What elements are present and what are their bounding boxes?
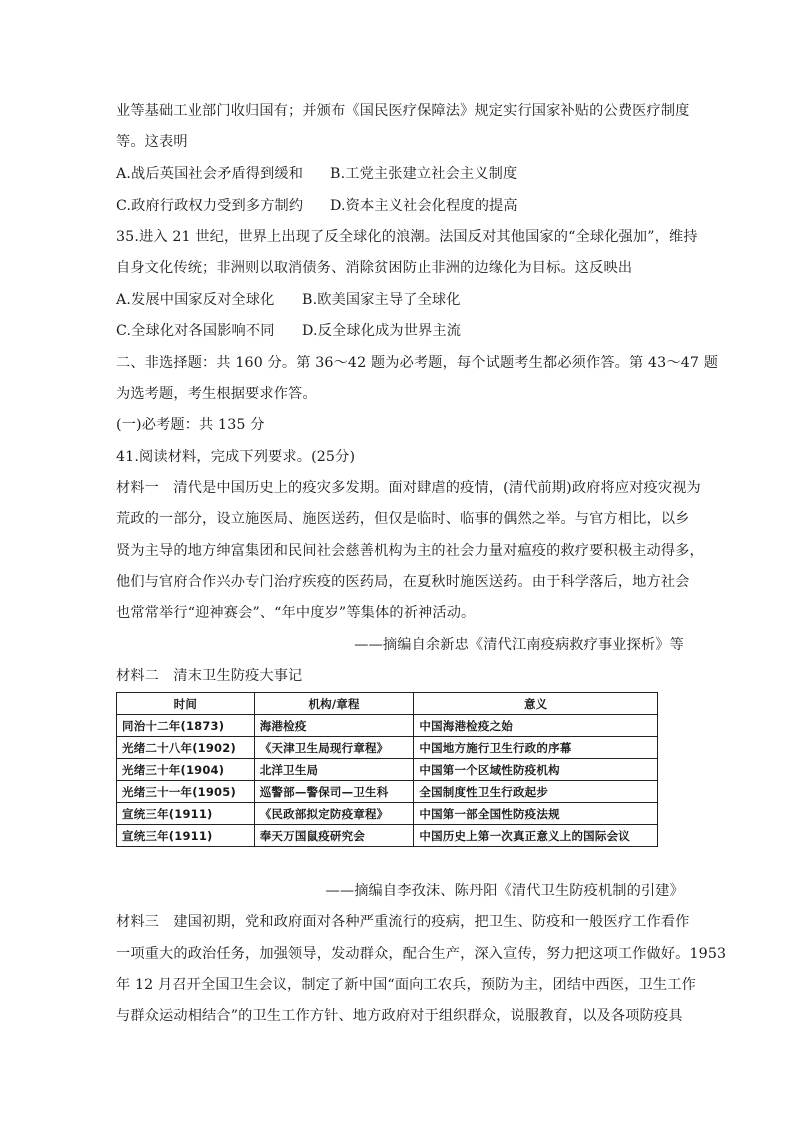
table-cell-institution: 奉天万国鼠疫研究会 [254, 825, 414, 847]
material-1-line-3: 贤为主导的地方绅富集团和民间社会慈善机构为主的社会力量对瘟疫的救疗要积极主动得多， [116, 543, 704, 559]
table-cell-time: 光绪二十八年(1902) [117, 737, 255, 759]
q34-option-d: D.资本主义社会化程度的提高 [330, 198, 518, 214]
material-1-line-2: 荒政的一部分，设立施医局、施医送药，但仅是临时、临事的偶然之举。与官方相比，以乡 [116, 511, 690, 527]
q35-option-a: A.发展中国家反对全球化 [116, 292, 275, 308]
table-cell-significance: 中国历史上第一次真正意义上的国际会议 [414, 825, 658, 847]
material-1-line-4: 他们与官府合作兴办专门治疗疾疫的医药局，在夏秋时施医送药。由于科学落后，地方社会 [116, 574, 690, 590]
section-2-heading-line-1: 二、非选择题：共 160 分。第 36～42 题为必考题，每个试题考生都必须作答。第 43～47 题 [116, 355, 719, 371]
section-2-heading-line-2: 为选考题，考生根据要求作答。 [116, 386, 317, 402]
q34-stem-line-1: 业等基础工业部门收归国有；并颁布《国民医疗保障法》规定实行国家补贴的公费医疗制度 [116, 103, 690, 119]
q35-option-d: D.反全球化成为世界主流 [302, 323, 462, 339]
table-cell-institution: 海港检疫 [254, 715, 414, 737]
table-cell-significance: 中国第一部全国性防疫法规 [414, 803, 658, 825]
q35-option-c: C.全球化对各国影响不同 [116, 323, 275, 339]
q35-stem-line-2: 自身文化传统；非洲则以取消债务、消除贫困防止非洲的边缘化为目标。这反映出 [116, 260, 633, 276]
q34-option-b: B.工党主张建立社会主义制度 [330, 166, 518, 182]
table-header-significance: 意义 [414, 693, 658, 715]
material-2-title: 材料二 清末卫生防疫大事记 [116, 668, 303, 684]
material-3-line-2: 一项重大的政治任务，加强领导，发动群众，配合生产，深入宣传，努力把这项工作做好。1953 [116, 946, 727, 962]
table-cell-institution: 《天津卫生局现行章程》 [254, 737, 414, 759]
q34-option-a: A.战后英国社会矛盾得到缓和 [116, 166, 304, 182]
table-cell-institution: 巡警部—警保司—卫生科 [254, 781, 414, 803]
table-cell-significance: 全国制度性卫生行政起步 [414, 781, 658, 803]
table-cell-institution: 《民政部拟定防疫章程》 [254, 803, 414, 825]
table-cell-time: 同治十二年(1873) [117, 715, 255, 737]
epidemic-events-table [116, 692, 658, 847]
table-cell-institution: 北洋卫生局 [254, 759, 414, 781]
material-3-line-1: 材料三 建国初期，党和政府面对各种严重流行的疫病，把卫生、防疫和一般医疗工作看作 [116, 914, 690, 930]
material-2-source: ——摘编自李孜沫、陈丹阳《清代卫生防疫机制的引建》 [325, 883, 684, 899]
table-cell-significance: 中国地方施行卫生行政的序幕 [414, 737, 658, 759]
q35-option-b: B.欧美国家主导了全球化 [302, 292, 461, 308]
material-3-line-4: 与群众运动相结合”的卫生工作方针、地方政府对于组织群众，说服教育，以及各项防疫具 [116, 1008, 683, 1024]
table-row [117, 803, 658, 825]
table-cell-time: 光绪三十年(1904) [117, 759, 255, 781]
table-row [117, 825, 658, 847]
q34-options-row-1 [116, 164, 686, 184]
table-header-row [117, 693, 658, 715]
material-1-line-5: 也常常举行“迎神赛会”、“年中度岁”等集体的祈神活动。 [116, 605, 476, 621]
table-cell-time: 宣统三年(1911) [117, 825, 255, 847]
q41-stem: 41.阅读材料，完成下列要求。(25分) [116, 449, 356, 465]
table-row [117, 759, 658, 781]
material-3-line-3: 年 12 月召开全国卫生会议，制定了新中国“面向工农兵，预防为主，团结中西医，卫生工作 [116, 977, 696, 993]
table-cell-significance: 中国海港检疫之始 [414, 715, 658, 737]
q34-stem-line-2: 等。这表明 [116, 134, 188, 150]
table-row [117, 781, 658, 803]
q34-option-c: C.政府行政权力受到多方制约 [116, 198, 304, 214]
table-header-time: 时间 [117, 693, 255, 715]
q35-options-row-1 [116, 290, 686, 310]
table-row [117, 715, 658, 737]
table-header-institution: 机构/章程 [254, 693, 414, 715]
table-cell-significance: 中国第一个区域性防疫机构 [414, 759, 658, 781]
table-cell-time: 光绪三十一年(1905) [117, 781, 255, 803]
material-1-line-1: 材料一 清代是中国历史上的疫灾多发期。面对肆虐的疫情，(清代前期)政府将应对疫灾视为 [116, 480, 701, 496]
table-row [117, 737, 658, 759]
q35-options-row-2 [116, 321, 686, 341]
table-cell-time: 宣统三年(1911) [117, 803, 255, 825]
required-questions-heading: (一)必考题：共 135 分 [116, 417, 265, 433]
material-1-source: ——摘编自余新忠《清代江南疫病救疗事业探析》等 [354, 637, 684, 653]
q35-stem-line-1: 35.进入 21 世纪，世界上出现了反全球化的浪潮。法国反对其他国家的“全球化强加”，维持 [116, 229, 698, 245]
q34-options-row-2 [116, 196, 686, 216]
